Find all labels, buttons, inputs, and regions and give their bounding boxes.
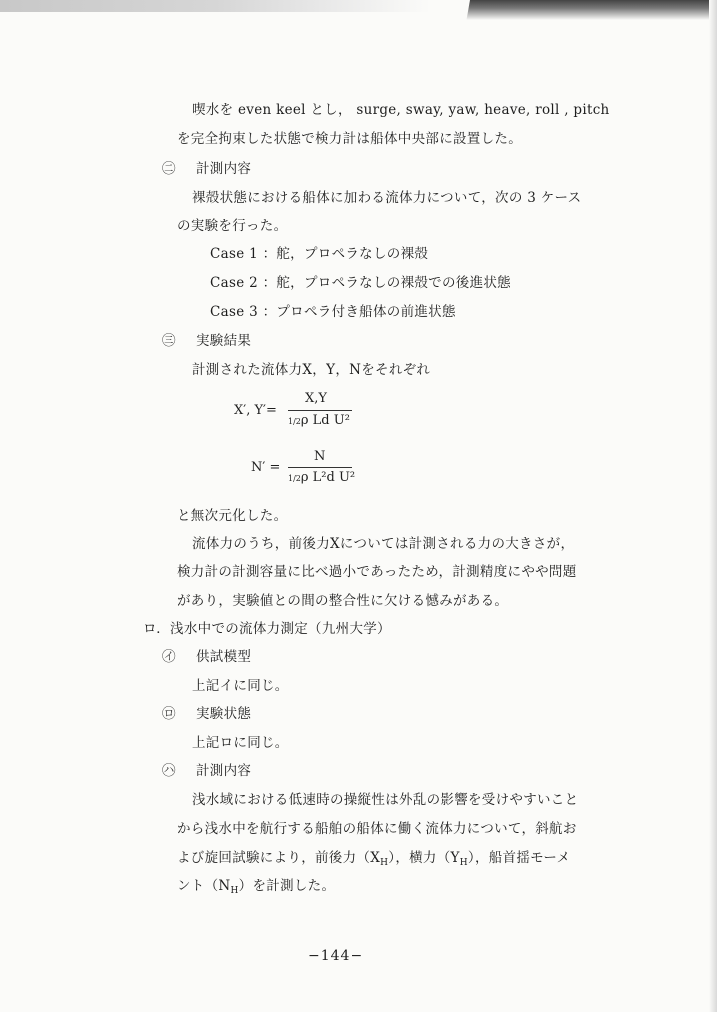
text-line: の実験を行った。 <box>177 218 288 234</box>
section-marker: ㋺ <box>162 706 176 722</box>
section-heading <box>162 762 251 780</box>
scan-edge-right <box>709 0 717 1012</box>
half-coefficient: 1/2 <box>288 474 301 483</box>
text-line: 検力計の計測容量に比べ過小であったため，計測精度にやや問題 <box>177 564 577 580</box>
text-line: 計測された流体力X，Y，Nをそれぞれ <box>192 362 431 378</box>
text-line: 裸殻状態における船体に加わる流体力について，次の 3 ケース <box>192 190 582 206</box>
text-run: ント（N <box>177 878 231 894</box>
formula-numerator: X,Y <box>305 391 327 406</box>
formula-numerator: N <box>314 449 326 464</box>
case-line: Case 2 ：舵，プロペラなしの裸殻での後進状態 <box>210 275 511 291</box>
page-number: −144− <box>308 948 364 964</box>
section-heading <box>162 648 251 666</box>
section-title: 計測内容 <box>196 763 252 779</box>
text-line <box>177 849 570 872</box>
text-run: ）を計測した。 <box>238 878 336 894</box>
text-line <box>177 877 335 900</box>
formula-denominator <box>288 470 355 485</box>
subscript: H <box>380 858 389 868</box>
denominator-text: ρ Ld U² <box>300 413 350 428</box>
text-run: よび旋回試験により，前後力（X <box>177 850 381 866</box>
section-marker: ㊂ <box>162 333 176 349</box>
text-line: と無次元化した。 <box>177 508 288 524</box>
section-title: 実験状態 <box>196 706 252 722</box>
section-heading <box>162 160 251 178</box>
scan-edge-top-right <box>466 0 717 20</box>
text-line: 上記ロに同じ。 <box>192 735 289 751</box>
case-line: Case 1 ：舵，プロペラなしの裸殻 <box>210 246 429 262</box>
subscript: H <box>459 858 468 868</box>
text-line: 上記イに同じ。 <box>192 678 289 694</box>
text-line: があり，実験値との間の整合性に欠ける憾みがある。 <box>177 593 509 609</box>
section-title: 実験結果 <box>196 333 252 349</box>
text-line: 流体力のうち，前後力Xについては計測される力の大きさが， <box>192 536 575 552</box>
fraction-bar <box>288 410 352 411</box>
section-heading <box>162 332 251 350</box>
text-line: から浅水中を航行する船舶の船体に働く流体力について，斜航お <box>177 821 577 837</box>
half-coefficient: 1/2 <box>288 417 301 426</box>
text-line: 喫水を even keel とし， surge, sway, yaw, heave, roll , pitch <box>192 102 610 118</box>
formula-lhs: N′ = <box>251 460 281 475</box>
text-run: ），船首揺モーメ <box>467 850 571 866</box>
text-line: 浅水域における低速時の操縦性は外乱の影響を受けやすいこと <box>192 792 579 808</box>
section-heading <box>162 705 251 723</box>
section-title: 供試模型 <box>196 649 252 665</box>
text-run: ），横力（Y <box>388 850 460 866</box>
fraction-bar <box>288 467 352 468</box>
section-marker: ㋑ <box>162 649 176 665</box>
formula-lhs: X′, Y′= <box>234 403 277 418</box>
section-title: 計測内容 <box>196 161 252 177</box>
section-marker: ㊁ <box>162 161 176 177</box>
text-line: を完全拘束した状態で検力計は船体中央部に設置した。 <box>177 131 522 147</box>
formula-denominator <box>288 413 350 428</box>
case-line: Case 3 ：プロペラ付き船体の前進状態 <box>210 304 456 320</box>
subsection-heading: ロ．浅水中での流体力測定（九州大学） <box>143 621 391 637</box>
section-marker: ㋩ <box>162 763 176 779</box>
denominator-text: ρ L²d U² <box>300 470 356 485</box>
subscript: H <box>230 886 239 896</box>
